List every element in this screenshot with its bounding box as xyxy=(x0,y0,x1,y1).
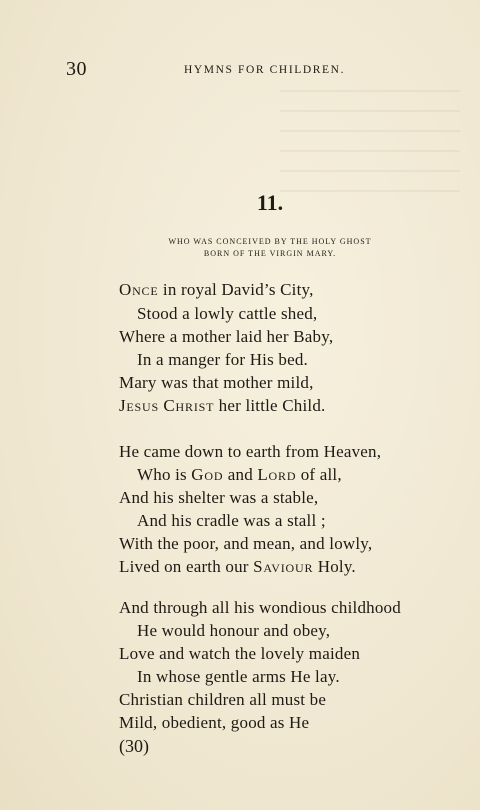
verse-small-caps: Lord xyxy=(257,465,297,484)
verse-small-caps: God xyxy=(191,465,224,484)
verse-small-caps: Jesus xyxy=(119,396,159,415)
verse-line: And his cradle was a stall ; xyxy=(137,511,326,530)
verse-line xyxy=(119,396,326,416)
verse-line: Stood a lowly cattle shed, xyxy=(137,304,318,323)
hymn-number: 11. xyxy=(256,190,284,215)
verse-text: her little Child. xyxy=(214,396,326,415)
verse-line: In a manger for His bed. xyxy=(137,350,308,369)
verse-line: Love and watch the lovely maiden xyxy=(119,644,361,663)
hymn-subtitle-line-2: BORN OF THE VIRGIN MARY. xyxy=(203,249,337,258)
verse-line xyxy=(137,465,342,485)
running-head: HYMNS FOR CHILDREN. xyxy=(184,64,346,76)
verse-small-caps: Once xyxy=(119,280,159,299)
verse-line: Where a mother laid her Baby, xyxy=(119,327,334,346)
page-number: 30 xyxy=(66,58,87,80)
verse-text: of all, xyxy=(296,465,342,484)
verse-text: Holy. xyxy=(313,557,356,576)
verse-line: In whose gentle arms He lay. xyxy=(137,667,340,686)
verse-line: Mild, obedient, good as He xyxy=(119,713,310,732)
verse-line: He would honour and obey, xyxy=(137,621,331,640)
verse-line xyxy=(119,557,356,577)
hymn-subtitle-line-1: WHO WAS CONCEIVED BY THE HOLY GHOST xyxy=(168,237,372,246)
verse-small-caps: Saviour xyxy=(253,557,314,576)
verse-line: He came down to earth from Heaven, xyxy=(119,442,382,461)
verse-line: With the poor, and mean, and lowly, xyxy=(119,534,373,553)
verse-small-caps: Christ xyxy=(163,396,215,415)
footer-page-number: (30) xyxy=(119,736,149,756)
verse-text: Who is xyxy=(137,465,192,484)
verse-line: Christian children all must be xyxy=(119,690,327,709)
verse-line: And his shelter was a stable, xyxy=(119,488,319,507)
verse-line: Mary was that mother mild, xyxy=(119,373,314,392)
verse-text: in royal David’s City, xyxy=(158,280,314,299)
verse-line xyxy=(119,280,314,300)
verse-text: Lived on earth our xyxy=(119,557,254,576)
verse-text: and xyxy=(223,465,258,484)
verse-line: And through all his wondious childhood xyxy=(119,598,401,617)
